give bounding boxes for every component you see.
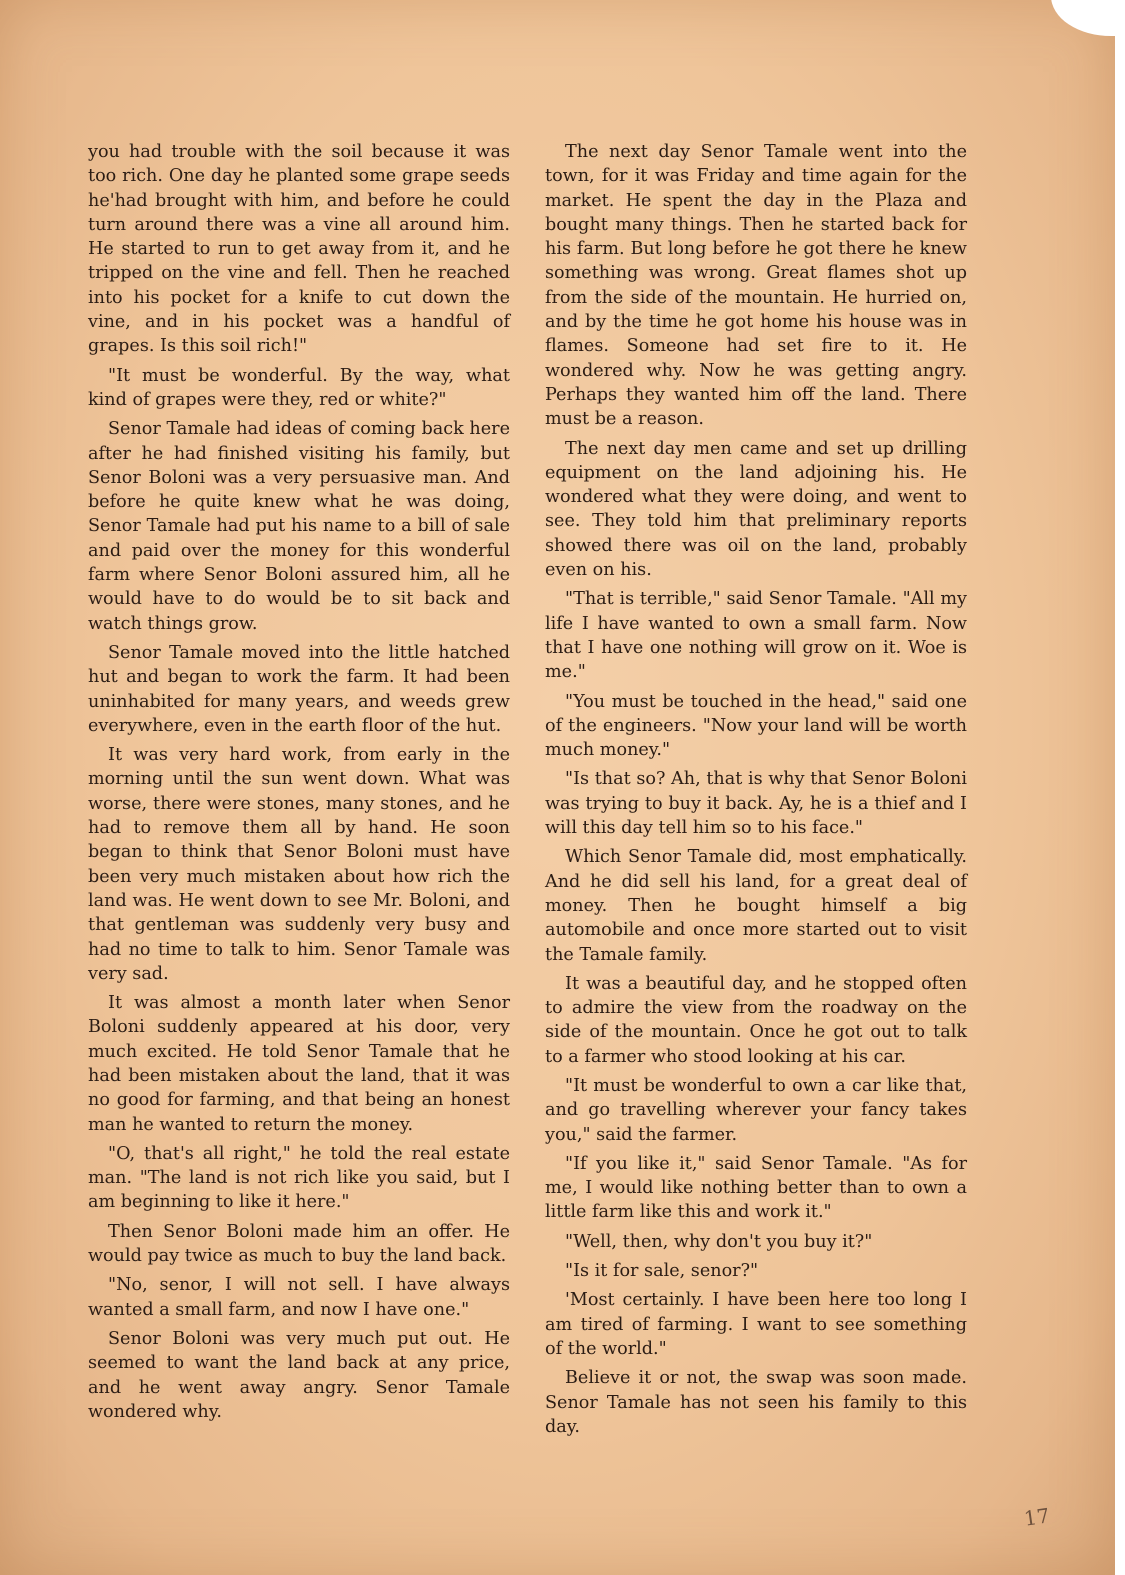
story-paragraph: "That is terrible," said Senor Tamale. "All my life I have wanted to own a small farm. Now that I have one nothing will grow on it. Woe is me." [545,589,967,683]
story-paragraph: you had trouble with the soil because it was too rich. One day he planted some grape seeds he'had brought with him, and before he could turn around there was a vine all around him. He started to run to get away from it, and he tripped on the vine and fell. Then he reached into his pocket for a knife to cut down the vine, and in his pocket was a handful of grapes. Is this soil rich!" [88,142,510,357]
story-paragraph: "Well, then, why don't you buy it?" [565,1231,873,1252]
story-paragraph: It was very hard work, from early in the morning until the sun went down. What was worse, there were stones, many stones, and he had to remove them all by hand. He soon began to think that Senor Boloni must have been very much mistaken about how rich the land was. He went down to see Mr. Boloni, and that gentleman was suddenly very busy and had no time to talk to him. Senor Tamale was very sad. [88,745,510,984]
story-paragraph: Senor Boloni was very much put out. He seemed to want the land back at any price, and he went away angry. Senor Tamale wondered why. [88,1328,510,1422]
story-paragraph: The next day men came and set up drilling equipment on the land adjoining his. He wondered what they were doing, and went to see. They told him that preliminary reports showed there was oil on the land, probably even on his. [545,438,967,581]
bleed-through-header [280,86,840,116]
left-column [88,140,510,1429]
story-paragraph: "Is it for sale, senor?" [565,1261,759,1282]
story-paragraph: "If you like it," said Senor Tamale. "As for me, I would like nothing better than to own a little farm like this and work it." [545,1153,967,1223]
story-paragraph: "You must be touched in the head," said one of the engineers. "Now your land will be worth much money." [545,691,967,761]
story-paragraph: "No, senor, I will not sell. I have always wanted a small farm, and now I have one." [88,1275,510,1320]
story-paragraph: The next day Senor Tamale went into the town, for it was Friday and time again for the market. He spent the day in the Plaza and bought many things. Then he started back for his farm. But long before he got there he knew something was wrong. Great flames shot up from the side of the mountain. He hurried on, and by the time he got home his house was in flames. Someone had set fire to it. He wondered why. Now he was getting angry. Perhaps they wanted him off the land. There must be a reason. [545,142,967,430]
story-paragraph: 'Most certainly. I have been here too long I am tired of farming. I want to see something of the world." [545,1290,967,1359]
story-paragraph: Senor Tamale had ideas of coming back here after he had finished visiting his family, but Senor Boloni was a very persuasive man. And before he quite knew what he was doing, Senor Tamale had put his name to a bill of sale and paid over the money for this wonderful farm where Senor Boloni assured him, all he would have to do would be to sit back and watch things grow. [88,419,510,634]
story-paragraph: Then Senor Boloni made him an offer. He would pay twice as much to buy the land back. [88,1221,510,1267]
story-paragraph: Believe it or not, the swap was soon made. Senor Tamale has not seen his family to this day. [545,1368,967,1437]
story-paragraph: It was a beautiful day, and he stopped often to admire the view from the roadway on the side of the mountain. Once he got out to talk to a farmer who stood looking at his car. [545,973,967,1067]
story-paragraph: Which Senor Tamale did, most emphatically. And he did sell his land, for a great deal of money. Then he bought himself a big automobile and once more started out to visit the Tamale family. [545,847,967,965]
story-paragraph: "It must be wonderful. By the way, what kind of grapes were they, red or white?" [88,365,510,410]
torn-corner [1051,0,1121,36]
right-column [545,140,967,1444]
story-paragraph: "It must be wonderful to own a car like that, and go travelling wherever your fancy takes you," said the farmer. [545,1075,967,1145]
page-number: 17 [1022,1503,1051,1531]
story-paragraph: "O, that's all right," he told the real estate man. "The land is not rich like you said, but I am beginning to like it here." [88,1143,510,1213]
story-paragraph: "Is that so? Ah, that is why that Senor Boloni was trying to buy it back. Ay, he is a thief and I will this day tell him so to his face." [545,769,967,839]
story-paragraph: Senor Tamale moved into the little hatched hut and began to work the farm. It had been uninhabited for many years, and weeds grew everywhere, even in the earth floor of the hut. [88,642,510,736]
story-paragraph: It was almost a month later when Senor Boloni suddenly appeared at his door, very much excited. He told Senor Tamale that he had been mistaken about the land, that it was no good for farming, and that being an honest man he wanted to return the money. [88,993,510,1135]
